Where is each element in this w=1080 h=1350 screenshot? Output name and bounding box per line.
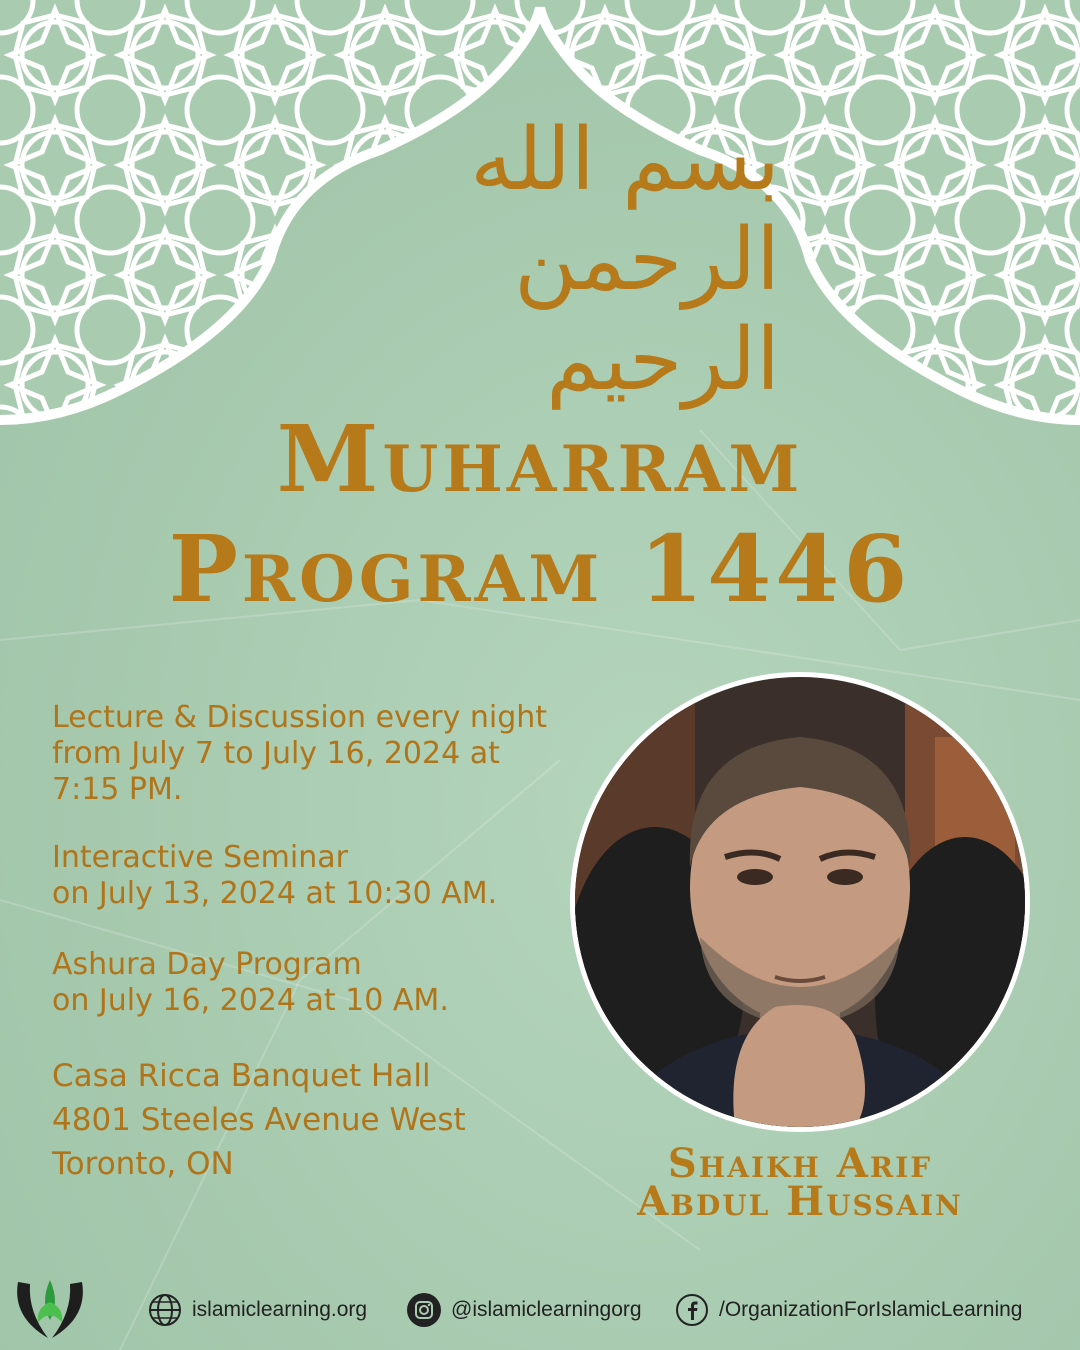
lecture-line: from July 7 to July 16, 2024 at xyxy=(52,736,500,771)
venue-line: 4801 Steeles Avenue West xyxy=(52,1102,466,1138)
globe-icon xyxy=(148,1293,182,1327)
venue-info xyxy=(52,1054,612,1186)
facebook-link[interactable] xyxy=(675,1293,1022,1327)
website-link[interactable] xyxy=(148,1293,367,1327)
lecture-line: 7:15 PM. xyxy=(52,772,183,807)
facebook-text: /OrganizationForIslamicLearning xyxy=(719,1298,1023,1321)
speaker-portrait xyxy=(570,672,1030,1132)
ashura-line: on July 16, 2024 at 10 AM. xyxy=(52,983,449,1018)
website-text: islamiclearning.org xyxy=(192,1298,368,1321)
speaker-name-line-1: Shaikh Arif xyxy=(667,1140,933,1187)
venue-line: Toronto, ON xyxy=(52,1146,234,1182)
title-line-1: Muharram xyxy=(276,405,804,513)
organization-logo xyxy=(10,1272,90,1342)
instagram-icon xyxy=(407,1293,441,1327)
instagram-link[interactable] xyxy=(407,1293,642,1327)
bismillah-calligraphy: بسم الله الرحمن الرحيم xyxy=(470,110,780,410)
seminar-line: Interactive Seminar xyxy=(52,840,348,875)
lecture-line: Lecture & Discussion every night xyxy=(52,700,548,735)
venue-line: Casa Ricca Banquet Hall xyxy=(52,1058,431,1094)
ashura-info xyxy=(52,947,612,1019)
speaker-name-line-2: Abdul Hussain xyxy=(637,1178,963,1225)
instagram-text: @islamiclearningorg xyxy=(451,1298,642,1321)
ashura-line: Ashura Day Program xyxy=(52,947,362,982)
seminar-info xyxy=(52,840,612,912)
facebook-icon xyxy=(675,1293,709,1327)
lecture-info xyxy=(52,700,612,808)
seminar-line: on July 13, 2024 at 10:30 AM. xyxy=(52,876,498,911)
title-line-2: Program 1446 xyxy=(168,515,912,623)
